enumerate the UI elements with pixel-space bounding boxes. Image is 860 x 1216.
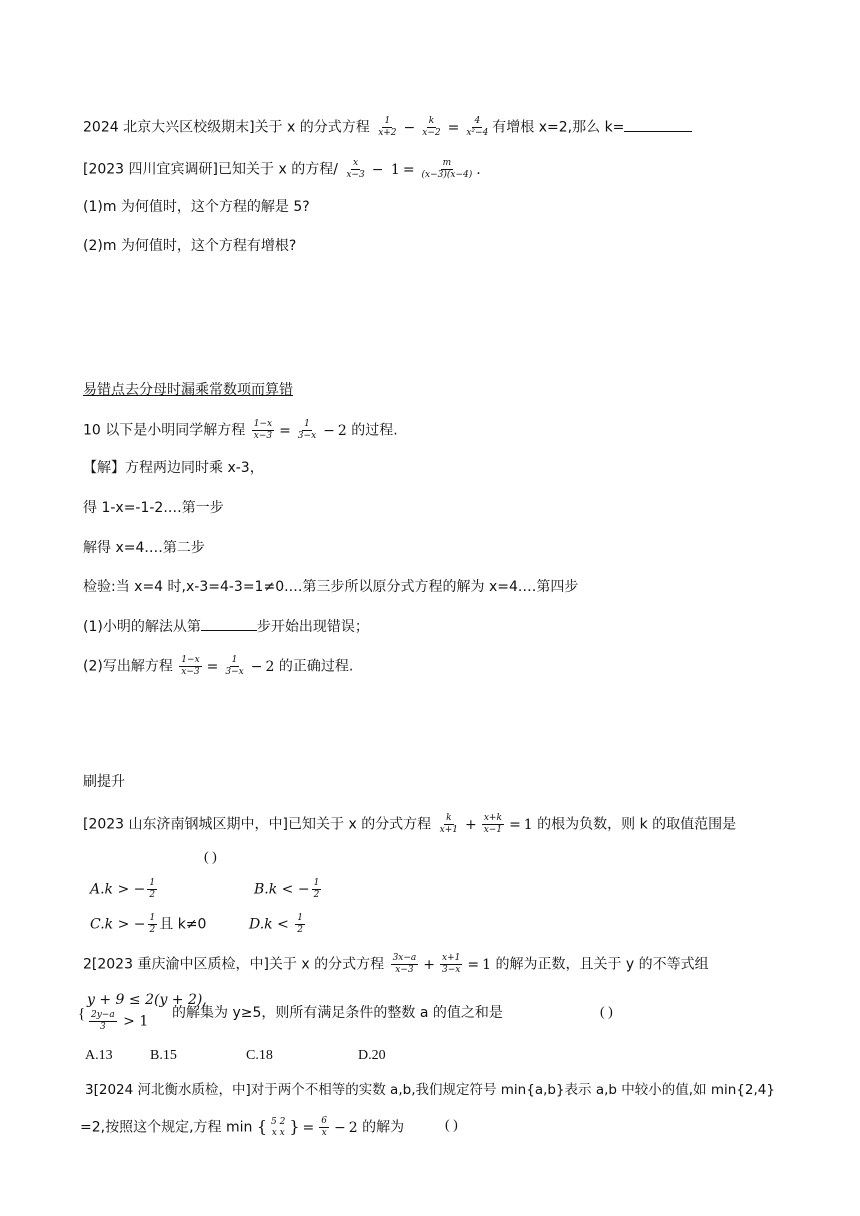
problem-2: 2[2023 重庆渝中区质检，中]关于 x 的分式方程 $\frac{3x-a}{x-3}$ + $\frac{x+1}{3-x}$ = 1 的解为正数，且关于 y 的不等式组 (83, 953, 709, 975)
fraction-equation-1: $\frac{1}{x+2}$ − $\frac{k}{x-2}$ = $\frac{4}{\text{x²−4}}$ (378, 116, 489, 138)
problem-2-option-d: D.20 (358, 1048, 386, 1063)
fraction-equation-10: $\frac{1-x}{x-3}$ = $\frac{1}{3-x}$ − 2 (253, 419, 347, 441)
problem-3-answer-paren: ( ) (445, 1118, 458, 1133)
solution-step-3: 检验:当 x=4 时,x-3=4-3=1≠0.…第三步所以原分式方程的解为 x=4.…第四步 (83, 579, 579, 595)
question-2: [2023 四川宜宾调研]已知关于 x 的方程/ $\frac{x}{x-3}$ − 1 = $\frac{m}{(x-3)(x-4)}$ . (83, 158, 481, 180)
question-10-part-1: (1)小明的解法从第 步开始出现错误； (83, 616, 369, 637)
min-equation: { 5 2 x x } = $\frac{6}{x}$ − 2 (256, 1116, 358, 1138)
question-2-part-2: (2)m 为何值时，这个方程有增根? (83, 238, 297, 254)
solution-heading: 【解】方程两边同时乘 x-3， (83, 460, 264, 476)
inequality-system-brace: { (78, 1006, 86, 1022)
problem-2-option-a: A.13 (85, 1048, 113, 1063)
problem-2-tail: 的解集为 y≥5，则所有满足条件的整数 a 的值之和是 (172, 1005, 503, 1021)
answer-blank (624, 117, 692, 132)
fraction-equation-10b: $\frac{1-x}{x-3}$ = $\frac{1}{3-x}$ − 2 (181, 655, 275, 677)
fraction-equation-p2: $\frac{3x-a}{x-3}$ + $\frac{x+1}{3-x}$ = 1 (392, 953, 492, 975)
problem-3-line-1: 3[2024 河北衡水质检，中]对于两个不相等的实数 a,b,我们规定符号 min{a,b}表示 a,b 中较小的值,如 min{2,4} (85, 1082, 775, 1098)
problem-2-option-b: B.15 (150, 1048, 177, 1063)
question-2-part-1: (1)m 为何值时，这个方程的解是 5? (83, 199, 310, 215)
section-title-improve: 刷提升 (83, 774, 125, 790)
problem-1-answer-paren: ( ) (204, 850, 217, 865)
inequality-system-line-1: y + 9 ≤ 2(y + 2), (87, 992, 207, 1008)
problem-1: [2023 山东济南钢城区期中，中]已知关于 x 的分式方程 $\frac{k}{x+1}$ + $\frac{x+k}{x-1}$ = 1 的根为负数，则 k 的取值范围是 (83, 813, 737, 835)
problem-2-answer-paren: ( ) (600, 1005, 613, 1020)
problem-1-option-b: B.k < − $\frac{1}{2}$ (254, 878, 320, 900)
section-title-error-point: 易错点去分母时漏乘常数项而算错 (83, 382, 293, 398)
problem-1-option-d: D.k < $\frac{1}{2}$ (249, 913, 304, 935)
solution-step-2: 解得 x=4.…第二步 (83, 540, 205, 556)
question-1: 2024 北京大兴区校级期末]关于 x 的分式方程 $\frac{1}{x+2}$ − $\frac{k}{x-2}$ = $\frac{4}{\text{x²−4}}$ 有增根 x=2,那么 k= (83, 116, 692, 139)
problem-2-option-c: C.18 (246, 1048, 273, 1063)
problem-1-option-a: A.k > − $\frac{1}{2}$ (90, 878, 156, 900)
problem-1-option-c: C.k > − $\frac{1}{2}$ 且 k≠0 (90, 913, 207, 935)
inequality-system-line-2: $\frac{2y-a}{3}$ > 1 (91, 1010, 149, 1032)
fraction-equation-2: $\frac{x}{x-3}$ − 1 = $\frac{m}{(x-3)(x-4)}$ . (346, 158, 481, 180)
problem-3-line-2: =2,按照这个规定,方程 min { 5 2 x x } = $\frac{6}{x}$ − 2 的解为 (80, 1116, 405, 1138)
step-blank (201, 616, 257, 631)
solution-step-1: 得 1-x=-1-2.…第一步 (83, 500, 224, 516)
question-10-part-2: (2)写出解方程 $\frac{1-x}{x-3}$ = $\frac{1}{3-x}$ − 2 的正确过程. (83, 655, 354, 677)
question-10: 10 以下是小明同学解方程 $\frac{1-x}{x-3}$ = $\frac{1}{3-x}$ − 2 的过程. (83, 419, 398, 441)
fraction-equation-p1: $\frac{k}{x+1}$ + $\frac{x+k}{x-1}$ = 1 (439, 813, 533, 835)
